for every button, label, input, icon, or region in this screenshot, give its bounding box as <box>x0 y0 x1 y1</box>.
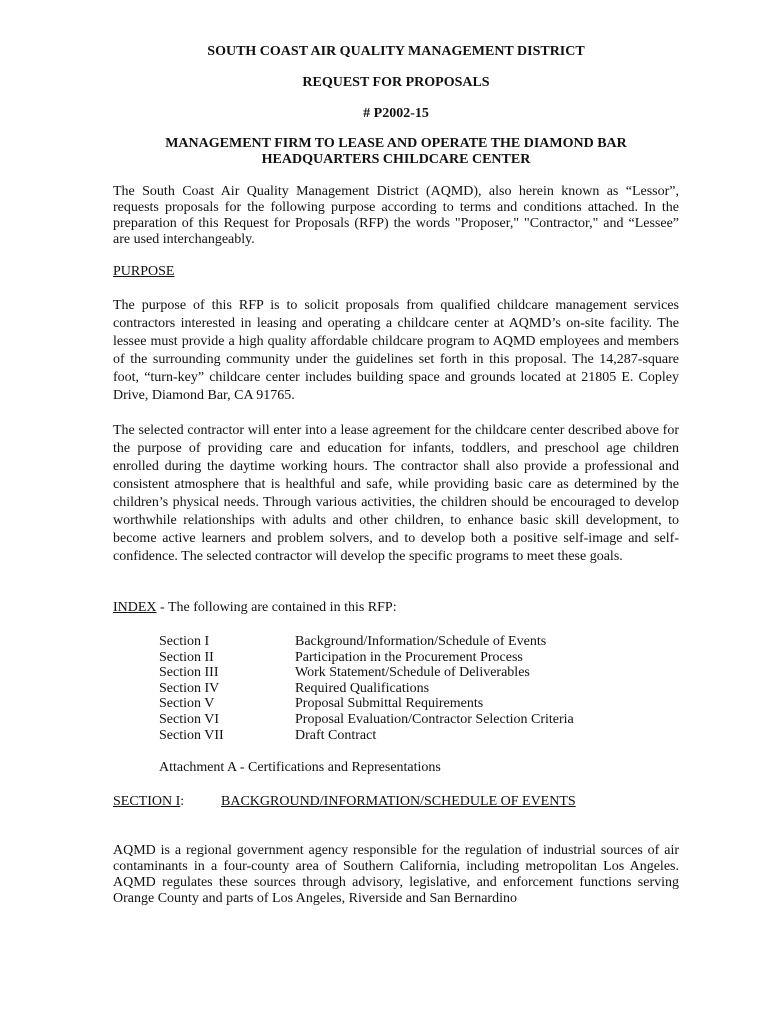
section-list-item <box>159 712 679 728</box>
section-list-item <box>159 650 679 666</box>
section-title: Background/Information/Schedule of Events <box>295 634 547 649</box>
purpose-heading: PURPOSE <box>113 264 175 279</box>
rfp-title-line-1: MANAGEMENT FIRM TO LEASE AND OPERATE THE DIAMOND BAR <box>165 136 627 151</box>
purpose-paragraph-2: The selected contractor will enter into a lease agreement for the childcare center described above for the purpose of providing care and education for infants, toddlers, and preschool age children enrolled during the daytime working hours. The contractor shall also provide a professional and consistent atmosphere that is healthful and safe, while providing basic care as determined by the children’s physical needs. Through various activities, the children should be encouraged to develop worthwhile relationships with adults and other children, to enhance basic skill development, to become active learners and problem solvers, and to develop both a positive self-image and self-confidence. The selected contractor will develop the specific programs to meet these goals. <box>113 423 679 564</box>
rfp-title-line-2: HEADQUARTERS CHILDCARE CENTER <box>261 152 531 167</box>
section-number: Section II <box>159 649 214 665</box>
section-1-paragraph: AQMD is a regional government agency responsible for the regulation of industrial sources of air contaminants in a four-county area of Southern California, including metropolitan Los Angeles. AQMD regulates these sources through advisory, legislative, and enforcement functions serving Orange County and parts of Los Angeles, Riverside and San Bernardino <box>113 843 679 907</box>
document-page <box>113 44 679 907</box>
section-list <box>159 634 679 743</box>
section-number: Section I <box>159 634 210 649</box>
index-label: INDEX <box>113 600 157 615</box>
section-1-colon: : <box>180 794 185 810</box>
rfp-title <box>113 136 679 168</box>
section-list-item <box>159 728 679 744</box>
section-1-heading <box>113 794 679 810</box>
section-number: Section VI <box>159 711 220 727</box>
section-1-label: SECTION I <box>113 794 181 810</box>
section-title: Proposal Submittal Requirements <box>295 696 484 712</box>
section-title: Participation in the Procurement Process <box>295 649 523 665</box>
intro-paragraph: The South Coast Air Quality Management District (AQMD), also herein known as “Lessor”, requests proposals for the following purpose according to terms and conditions attached. In the preparation of this Request for Proposals (RFP) the words "Proposer," "Contractor," and “Lessee” are used interchangeably. <box>113 184 679 247</box>
section-number: Section III <box>159 665 219 681</box>
section-title: Draft Contract <box>295 727 377 743</box>
section-number: Section IV <box>159 680 220 696</box>
section-number: Section VII <box>159 727 224 743</box>
section-1-title: BACKGROUND/INFORMATION/SCHEDULE OF EVENTS <box>221 794 576 810</box>
section-1-label-wrap <box>113 794 221 810</box>
purpose-paragraph-1: The purpose of this RFP is to solicit proposals from qualified childcare management services contractors interested in leasing and operating a childcare center at AQMD’s on-site facility. The lessee must provide a high quality affordable childcare program to AQMD employees and members of the surrounding community under the guidelines set forth in this proposal. The 14,287-square foot, “turn-key” childcare center includes building space and grounds located at 21805 E. Copley Drive, Diamond Bar, CA 91765. <box>113 298 679 403</box>
section-title: Proposal Evaluation/Contractor Selection Criteria <box>295 711 574 727</box>
section-title: Required Qualifications <box>295 680 430 696</box>
section-list-item <box>159 665 679 681</box>
section-number: Section V <box>159 696 215 712</box>
agency-name: SOUTH COAST AIR QUALITY MANAGEMENT DISTRICT <box>207 44 585 59</box>
document-type: REQUEST FOR PROPOSALS <box>302 75 490 90</box>
section-list-item <box>159 696 679 712</box>
section-list-item <box>159 634 679 650</box>
section-title: Work Statement/Schedule of Deliverables <box>295 665 530 681</box>
index-heading <box>113 600 679 616</box>
rfp-number: # P2002-15 <box>363 106 429 121</box>
attachment-line: Attachment A - Certifications and Representations <box>159 760 441 776</box>
index-text: - The following are contained in this RFP: <box>156 600 397 615</box>
section-list-item <box>159 681 679 697</box>
